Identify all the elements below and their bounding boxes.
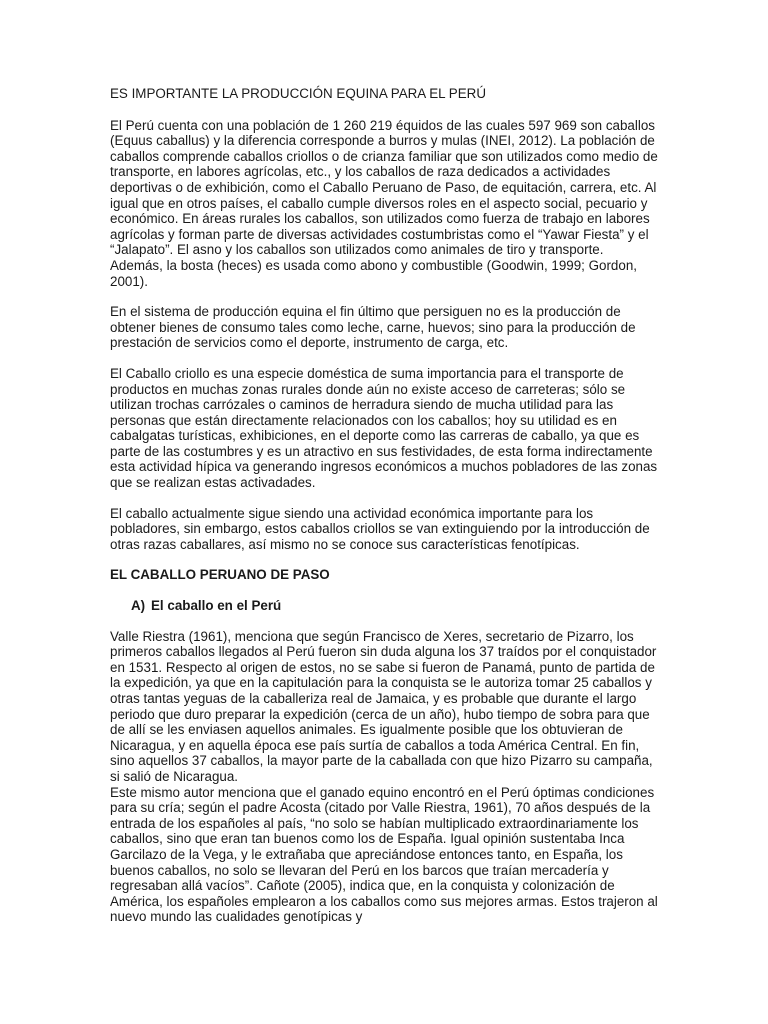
document-title: ES IMPORTANTE LA PRODUCCIÓN EQUINA PARA EL PERÚ	[110, 86, 487, 101]
document-page	[110, 86, 658, 925]
subsection-heading	[131, 598, 658, 614]
subsection-marker: A)	[131, 598, 146, 614]
intro-paragraph-2: En el sistema de producción equina el fin último que persiguen no es la producción de obtener bienes de consumo tales como leche, carne, huevos; sino para la producción de prestación de servicios como el deporte, instrumento de carga, etc.	[110, 304, 636, 351]
intro-paragraph-1: El Perú cuenta con una población de 1 260 219 équidos de las cuales 597 969 son caballos (Equus caballus) y la diferencia corresponde a burros y mulas (INEI, 2012). La población de caballos comprende caballos criollos o de crianza familiar que son utilizados como medio de transporte, en labores agrícolas, etc., y los caballos de raza dedicados a actividades deportivas o de exhibición, como el Caballo Peruano de Paso, de equitación, carrera, etc. Al igual que en otros países, el caballo cumple diversos roles en el aspecto social, pecuario y económico. En áreas rurales los caballos, son utilizados como fuerza de trabajo en labores agrícolas y forman parte de diversas actividades costumbristas como el “Yawar Fiesta” y el “Jalapato”. El asno y los caballos son utilizados como animales de tiro y transporte. Además, la bosta (heces) es usada como abono y combustible (Goodwin, 1999; Gordon, 2001).	[110, 117, 658, 289]
section-paragraph-2: Este mismo autor menciona que el ganado equino encontró en el Perú óptimas condiciones para su cría; según el padre Acosta (citado por Valle Riestra, 1961), 70 años después de la entrada de los españoles al país, “no solo se habían multiplicado extraordinariamente los caballos, sino que eran tan buenos como los de España. Igual opinión sustentaba Inca Garcilazo de la Vega, y le extrañaba que apreciándose entonces tanto, en España, los buenos caballos, no solo se llevaran del Perú en los barcos que traían mercadería y regresaban allá vacíos”. Cañote (2005), indica que, en la conquista y colonización de América, los españoles emplearon a los caballos como sus mejores armas. Estos trajeron al nuevo mundo las cualidades genotípicas y	[110, 784, 658, 925]
subsection-title: El caballo en el Perú	[151, 598, 282, 614]
section-paragraph-1: Valle Riestra (1961), menciona que según Francisco de Xeres, secretario de Pizarro, los primeros caballos llegados al Perú fueron sin duda alguna los 37 traídos por el conquistador en 1531. Respecto al origen de estos, no se sabe si fueron de Panamá, punto de partida de la expedición, ya que en la capitulación para la conquista se le autoriza tomar 25 caballos y otras tantas yeguas de la caballeriza real de Jamaica, y es probable que durante el largo periodo que duro preparar la expedición (cerca de un año), hubo tiempo de sobra para que de allí se les enviasen aquellos animales. Es igualmente posible que los obtuvieran de Nicaragua, y en aquella época ese país surtía de caballos a toda América Central. En fin, sino aquellos 37 caballos, la mayor parte de la caballada con que hizo Pizarro su campaña, si salió de Nicaragua.	[110, 628, 657, 784]
intro-paragraph-4: El caballo actualmente sigue siendo una actividad económica importante para los pobladores, sin embargo, estos caballos criollos se van extinguiendo por la introducción de otras razas caballares, así mismo no se conoce sus características fenotípicas.	[110, 505, 650, 552]
intro-paragraph-3: El Caballo criollo es una especie doméstica de suma importancia para el transporte de productos en muchas zonas rurales donde aún no existe acceso de carreteras; sólo se utilizan trochas carrózales o caminos de herradura siendo de mucha utilidad para las personas que están directamente relacionados con los caballos; hoy su utilidad es en cabalgatas turísticas, exhibiciones, en el deporte como las carreras de caballo, ya que es parte de las costumbres y es un atractivo en sus festividades, de esta forma indirectamente esta actividad hípica va generando ingresos económicos a muchos pobladores de las zonas que se realizan estas activadades.	[110, 365, 658, 491]
section-heading: EL CABALLO PERUANO DE PASO	[110, 567, 330, 583]
